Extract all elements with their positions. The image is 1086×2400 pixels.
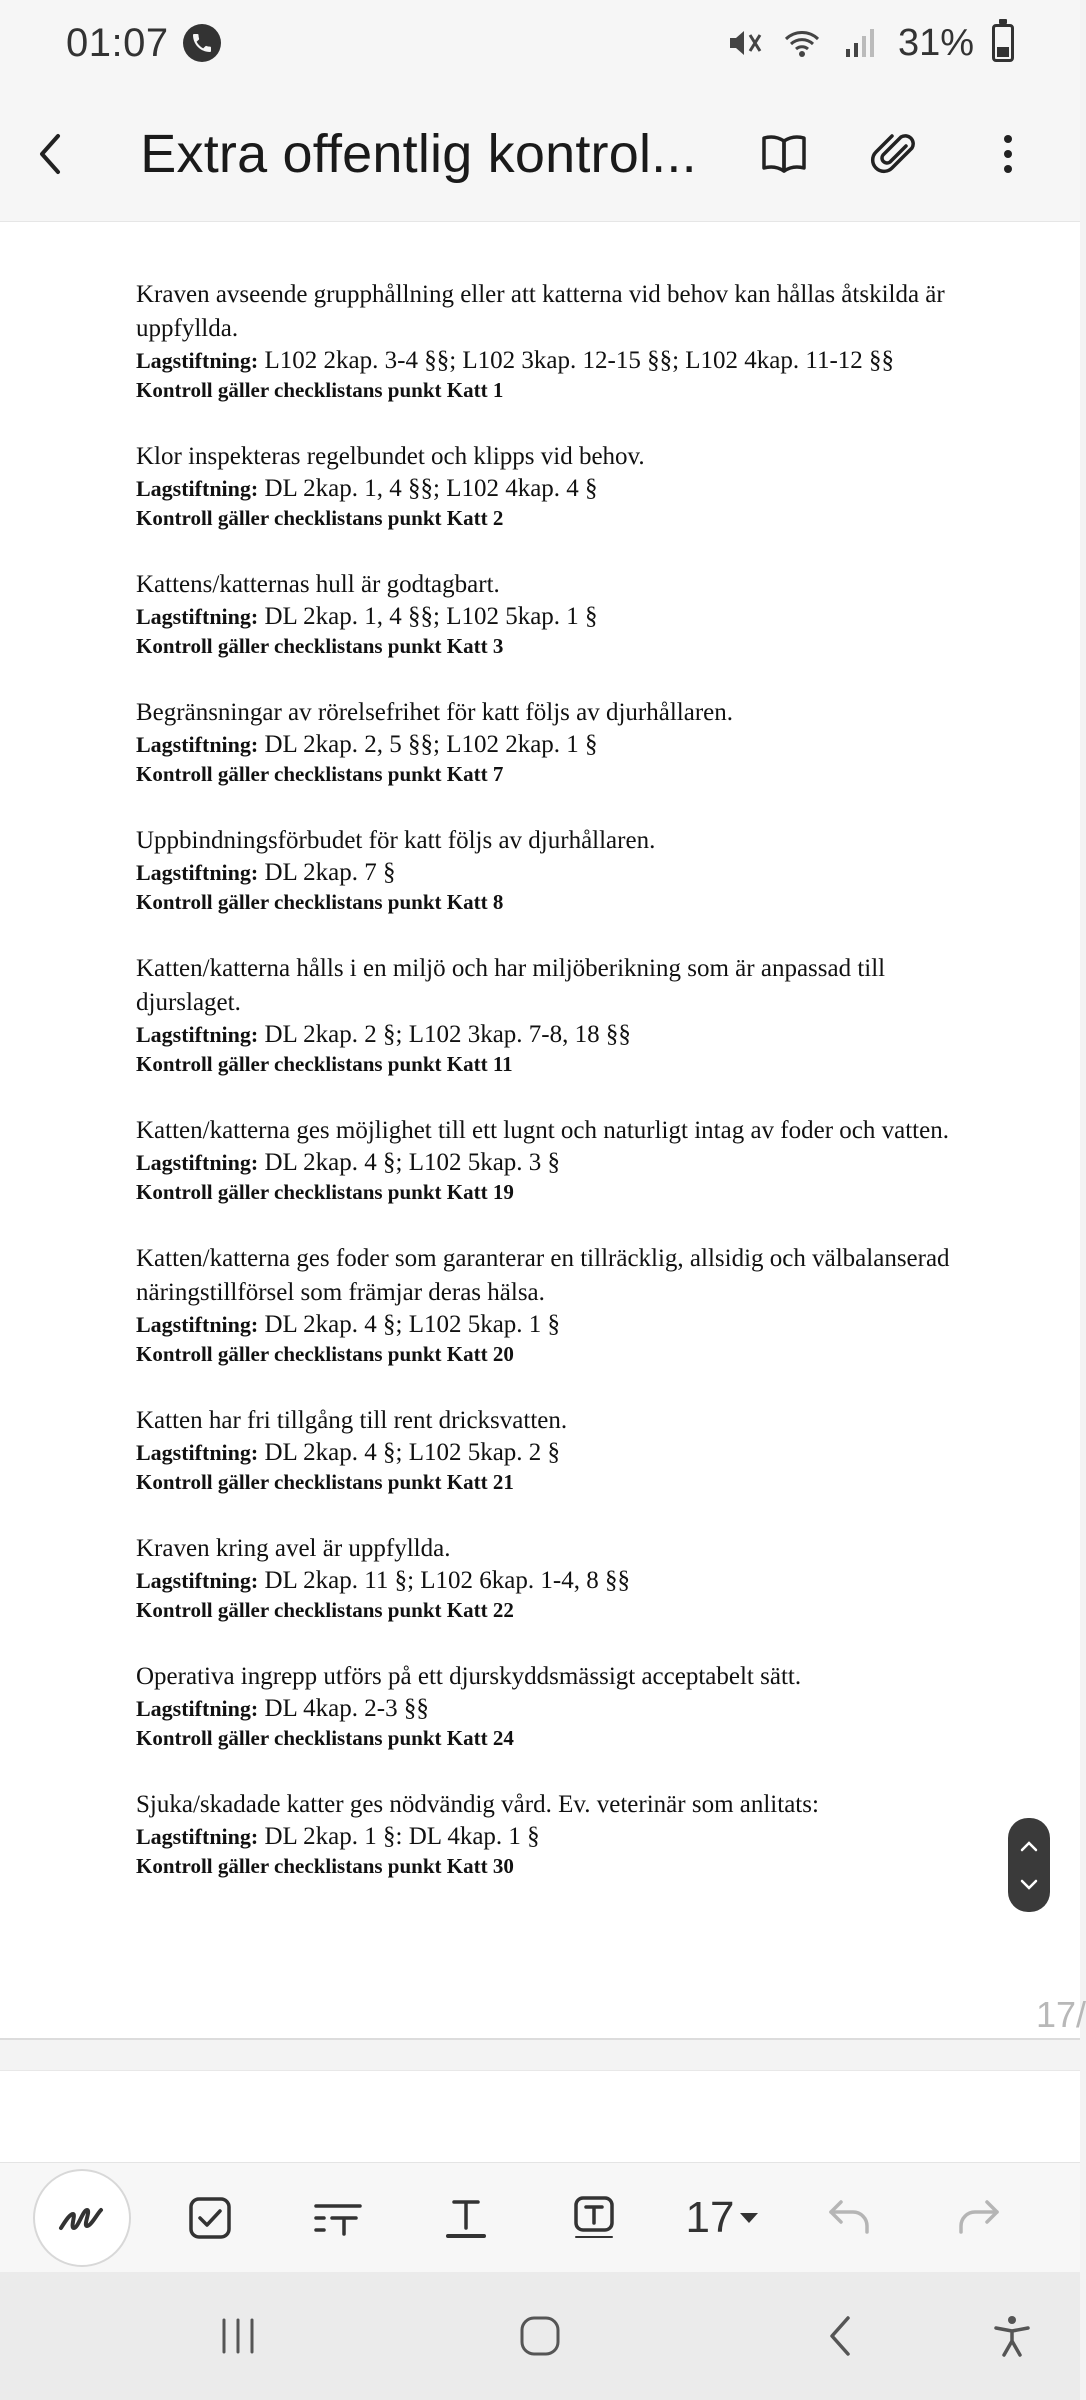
checklist-item bbox=[136, 1788, 996, 1880]
item-text: Begränsningar av rörelsefrihet för katt följs av djurhållaren. bbox=[136, 699, 733, 726]
item-text: Sjuka/skadade katter ges nödvändig vård. Ev. veterinär som anlitats: bbox=[136, 1791, 819, 1818]
item-text: Katten har fri tillgång till rent dricksvatten. bbox=[136, 1407, 568, 1434]
document-title: Extra offentlig kontrol... bbox=[140, 123, 697, 184]
legislation-label: Lagstiftning: bbox=[136, 1696, 259, 1721]
legislation-label: Lagstiftning: bbox=[136, 1824, 259, 1849]
item-checklist-ref: Kontroll gäller checklistans punkt Katt 21 bbox=[136, 1470, 514, 1494]
document-viewport[interactable] bbox=[0, 222, 1086, 2040]
chevron-down-icon bbox=[1019, 1878, 1039, 1892]
status-time: 01:07 bbox=[66, 20, 169, 65]
item-legislation bbox=[136, 858, 996, 888]
legislation-label: Lagstiftning: bbox=[136, 860, 259, 885]
back-nav-button[interactable] bbox=[792, 2286, 892, 2386]
item-legislation bbox=[136, 1694, 996, 1724]
item-text: Katten/katterna ges foder som garanterar en tillräcklig, allsidig och välbalanserad näringstillförsel som främjar deras hälsa. bbox=[136, 1245, 950, 1306]
pen-circle bbox=[33, 2169, 131, 2267]
legislation-value: L102 2kap. 3-4 §§; L102 3kap. 12-15 §§; L102 4kap. 11-12 §§ bbox=[264, 347, 895, 374]
checklist-item bbox=[136, 440, 996, 532]
item-text: Katten/katterna hålls i en miljö och har miljöberikning som är anpassad till djurslaget. bbox=[136, 955, 886, 1016]
text-box-button[interactable] bbox=[530, 2163, 658, 2273]
item-checklist-ref: Kontroll gäller checklistans punkt Katt 1 bbox=[136, 378, 504, 402]
system-nav-bar bbox=[0, 2272, 1080, 2400]
legislation-label: Lagstiftning: bbox=[136, 1568, 259, 1593]
page-content bbox=[136, 278, 996, 1916]
legislation-label: Lagstiftning: bbox=[136, 1022, 259, 1047]
item-checklist-ref: Kontroll gäller checklistans punkt Katt 3 bbox=[136, 634, 504, 658]
chevron-up-icon bbox=[1019, 1839, 1039, 1853]
reading-mode-button[interactable] bbox=[728, 98, 840, 210]
item-legislation bbox=[136, 474, 996, 504]
font-size-value: 17 bbox=[685, 2192, 735, 2242]
legislation-label: Lagstiftning: bbox=[136, 732, 259, 757]
app-bar-actions bbox=[728, 98, 1080, 210]
font-size-selector[interactable] bbox=[658, 2163, 786, 2273]
accessibility-button[interactable] bbox=[962, 2286, 1062, 2386]
legislation-label: Lagstiftning: bbox=[136, 1440, 259, 1465]
checklist-item bbox=[136, 568, 996, 660]
attachment-icon bbox=[870, 128, 922, 180]
legislation-label: Lagstiftning: bbox=[136, 1312, 259, 1337]
book-icon bbox=[758, 128, 810, 180]
item-text: Operativa ingrepp utförs på ett djurskyddsmässigt acceptabelt sätt. bbox=[136, 1663, 802, 1690]
status-icons bbox=[724, 22, 1014, 65]
item-checklist-ref: Kontroll gäller checklistans punkt Katt 11 bbox=[136, 1052, 513, 1076]
checklist-item bbox=[136, 1114, 996, 1206]
item-text: Klor inspekteras regelbundet och klipps vid behov. bbox=[136, 443, 645, 470]
checklist-item bbox=[136, 1404, 996, 1496]
redo-icon bbox=[953, 2196, 1003, 2240]
item-legislation bbox=[136, 346, 996, 376]
call-icon bbox=[183, 24, 221, 62]
fast-scroll-handle[interactable] bbox=[1008, 1818, 1050, 1912]
pen-button[interactable] bbox=[18, 2163, 146, 2273]
home-button[interactable] bbox=[490, 2286, 590, 2386]
text-underline-icon bbox=[442, 2194, 490, 2242]
back-button[interactable] bbox=[0, 86, 104, 222]
item-legislation bbox=[136, 1020, 996, 1050]
legislation-value: DL 2kap. 2 §; L102 3kap. 7-8, 18 §§ bbox=[264, 1021, 631, 1048]
checklist-item bbox=[136, 696, 996, 788]
checklist-item bbox=[136, 824, 996, 916]
text-format-button[interactable] bbox=[274, 2163, 402, 2273]
recents-button[interactable] bbox=[188, 2286, 288, 2386]
pen-icon bbox=[57, 2198, 107, 2238]
status-bar bbox=[0, 0, 1080, 86]
item-checklist-ref: Kontroll gäller checklistans punkt Katt 19 bbox=[136, 1180, 514, 1204]
text-format-icon bbox=[312, 2194, 364, 2242]
item-checklist-ref: Kontroll gäller checklistans punkt Katt 24 bbox=[136, 1726, 514, 1750]
item-legislation bbox=[136, 1310, 996, 1340]
more-options-button[interactable] bbox=[952, 98, 1064, 210]
item-checklist-ref: Kontroll gäller checklistans punkt Katt 8 bbox=[136, 890, 504, 914]
text-style-button[interactable] bbox=[402, 2163, 530, 2273]
legislation-label: Lagstiftning: bbox=[136, 348, 259, 373]
document-page bbox=[0, 222, 1086, 2040]
attachment-button[interactable] bbox=[840, 98, 952, 210]
legislation-value: DL 2kap. 1, 4 §§; L102 5kap. 1 § bbox=[264, 603, 598, 630]
legislation-value: DL 2kap. 2, 5 §§; L102 2kap. 1 § bbox=[264, 731, 598, 758]
legislation-value: DL 2kap. 11 §; L102 6kap. 1-4, 8 §§ bbox=[264, 1567, 630, 1594]
checklist-item bbox=[136, 952, 996, 1078]
item-legislation bbox=[136, 1822, 996, 1852]
item-legislation bbox=[136, 1438, 996, 1468]
mute-icon bbox=[724, 23, 764, 63]
undo-button[interactable] bbox=[786, 2163, 914, 2273]
item-legislation bbox=[136, 1566, 996, 1596]
legislation-value: DL 4kap. 2-3 §§ bbox=[264, 1695, 429, 1722]
back-nav-icon bbox=[818, 2312, 866, 2360]
item-text: Kraven avseende grupphållning eller att katterna vid behov kan hållas åtskilda är uppfyllda. bbox=[136, 281, 945, 342]
item-checklist-ref: Kontroll gäller checklistans punkt Katt 7 bbox=[136, 762, 504, 786]
legislation-value: DL 2kap. 1 §: DL 4kap. 1 § bbox=[264, 1823, 540, 1850]
back-icon bbox=[28, 130, 76, 178]
legislation-label: Lagstiftning: bbox=[136, 1150, 259, 1175]
checkbox-icon bbox=[186, 2194, 234, 2242]
legislation-value: DL 2kap. 1, 4 §§; L102 4kap. 4 § bbox=[264, 475, 598, 502]
item-checklist-ref: Kontroll gäller checklistans punkt Katt 20 bbox=[136, 1342, 514, 1366]
item-checklist-ref: Kontroll gäller checklistans punkt Katt 22 bbox=[136, 1598, 514, 1622]
recents-icon bbox=[214, 2312, 262, 2360]
checklist-item bbox=[136, 278, 996, 404]
checklist-item bbox=[136, 1660, 996, 1752]
item-text: Kattens/katternas hull är godtagbart. bbox=[136, 571, 500, 598]
home-icon bbox=[516, 2312, 564, 2360]
editing-toolbar bbox=[0, 2162, 1080, 2272]
legislation-value: DL 2kap. 4 §; L102 5kap. 2 § bbox=[264, 1439, 561, 1466]
page-number: 17/ bbox=[1035, 1994, 1086, 2035]
legislation-value: DL 2kap. 4 §; L102 5kap. 1 § bbox=[264, 1311, 561, 1338]
accessibility-icon bbox=[988, 2312, 1036, 2360]
checkbox-button[interactable] bbox=[146, 2163, 274, 2273]
item-checklist-ref: Kontroll gäller checklistans punkt Katt 2 bbox=[136, 506, 504, 530]
checklist-item bbox=[136, 1242, 996, 1368]
item-text: Katten/katterna ges möjlighet till ett lugnt och naturligt intag av foder och vatten. bbox=[136, 1117, 949, 1144]
text-box-icon bbox=[570, 2194, 618, 2242]
battery-percent: 31% bbox=[897, 21, 974, 64]
wifi-icon bbox=[782, 23, 822, 63]
item-legislation bbox=[136, 730, 996, 760]
app-bar bbox=[0, 86, 1080, 222]
battery-icon bbox=[992, 24, 1014, 62]
legislation-value: DL 2kap. 7 § bbox=[264, 859, 396, 886]
caret-down-icon bbox=[740, 2213, 758, 2223]
legislation-value: DL 2kap. 4 §; L102 5kap. 3 § bbox=[264, 1149, 561, 1176]
redo-button[interactable] bbox=[914, 2163, 1042, 2273]
more-vert-icon bbox=[982, 128, 1034, 180]
item-legislation bbox=[136, 1148, 996, 1178]
checklist-item bbox=[136, 1532, 996, 1624]
item-text: Uppbindningsförbudet för katt följs av djurhållaren. bbox=[136, 827, 656, 854]
note-text-area[interactable] bbox=[0, 2070, 1080, 2162]
item-legislation bbox=[136, 602, 996, 632]
item-checklist-ref: Kontroll gäller checklistans punkt Katt 30 bbox=[136, 1854, 514, 1878]
legislation-label: Lagstiftning: bbox=[136, 604, 259, 629]
signal-icon bbox=[840, 23, 880, 63]
legislation-label: Lagstiftning: bbox=[136, 476, 259, 501]
undo-icon bbox=[825, 2196, 875, 2240]
item-text: Kraven kring avel är uppfyllda. bbox=[136, 1535, 451, 1562]
